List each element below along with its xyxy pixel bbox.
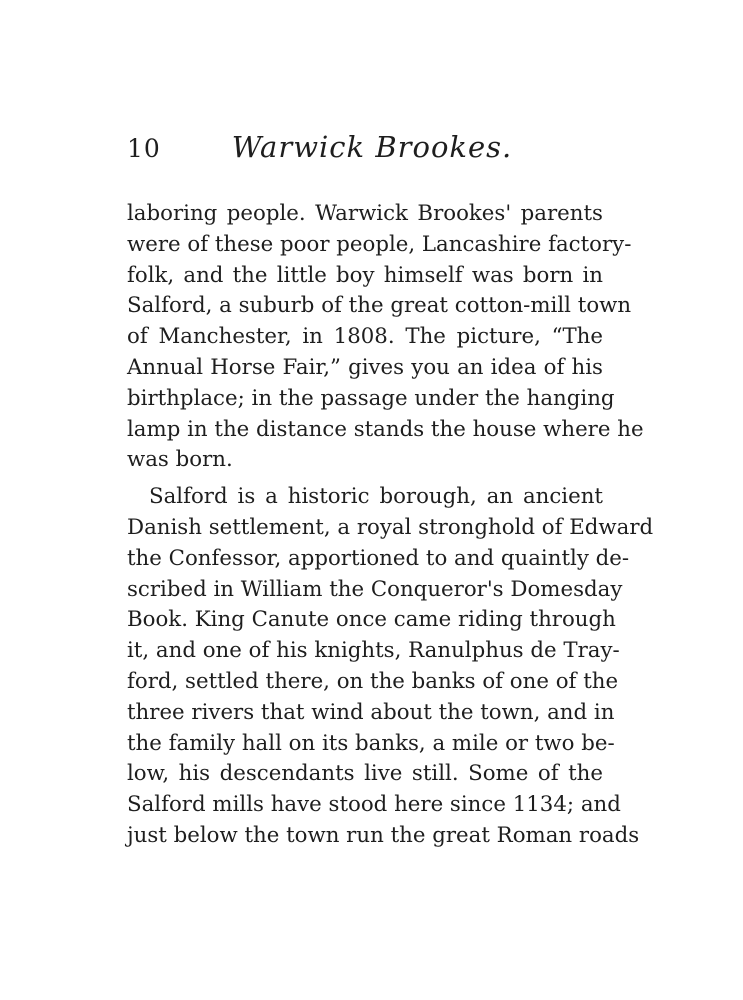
text-line: were of these poor people, Lancashire factory-	[127, 231, 632, 257]
text-line: lamp in the distance stands the house where he	[127, 416, 644, 442]
text-line: Annual Horse Fair,” gives you an idea of his	[127, 354, 603, 380]
text-line: Danish settlement, a royal stronghold of Edward	[127, 514, 654, 540]
body-text	[127, 199, 654, 852]
text-line: Salford mills have stood here since 1134; and	[127, 792, 621, 818]
text-line: low, his descendants live still. Some of the	[127, 761, 603, 787]
paragraph-2	[127, 482, 654, 852]
text-line: it, and one of his knights, Ranulphus de Tray-	[127, 638, 620, 664]
text-line: of Manchester, in 1808. The picture, “The	[127, 324, 603, 350]
text-line: folk, and the little boy himself was born in	[127, 262, 603, 288]
text-line: scribed in William the Conqueror's Domesday	[127, 576, 623, 602]
text-line: laboring people. Warwick Brookes' parents	[127, 201, 603, 226]
page-header	[127, 130, 617, 170]
text-line: the Confessor, apportioned to and quaintly de-	[127, 545, 630, 571]
text-line: was born.	[127, 447, 233, 473]
text-line: Salford is a historic borough, an ancient	[149, 484, 603, 510]
text-line: ford, settled there, on the banks of one of the	[127, 668, 619, 694]
text-line: birthplace; in the passage under the hanging	[127, 385, 615, 411]
running-title: Warwick Brookes.	[231, 130, 513, 164]
text-line: Salford, a suburb of the great cotton-mill town	[127, 293, 632, 319]
paragraph-1	[127, 199, 644, 476]
page-number: 10	[127, 134, 161, 163]
text-line: just below the town run the great Roman roads	[127, 822, 640, 848]
text-line: Book. King Canute once came riding through	[127, 607, 616, 633]
text-line: three rivers that wind about the town, and in	[127, 699, 615, 725]
text-line: the family hall on its banks, a mile or two be-	[127, 730, 615, 756]
